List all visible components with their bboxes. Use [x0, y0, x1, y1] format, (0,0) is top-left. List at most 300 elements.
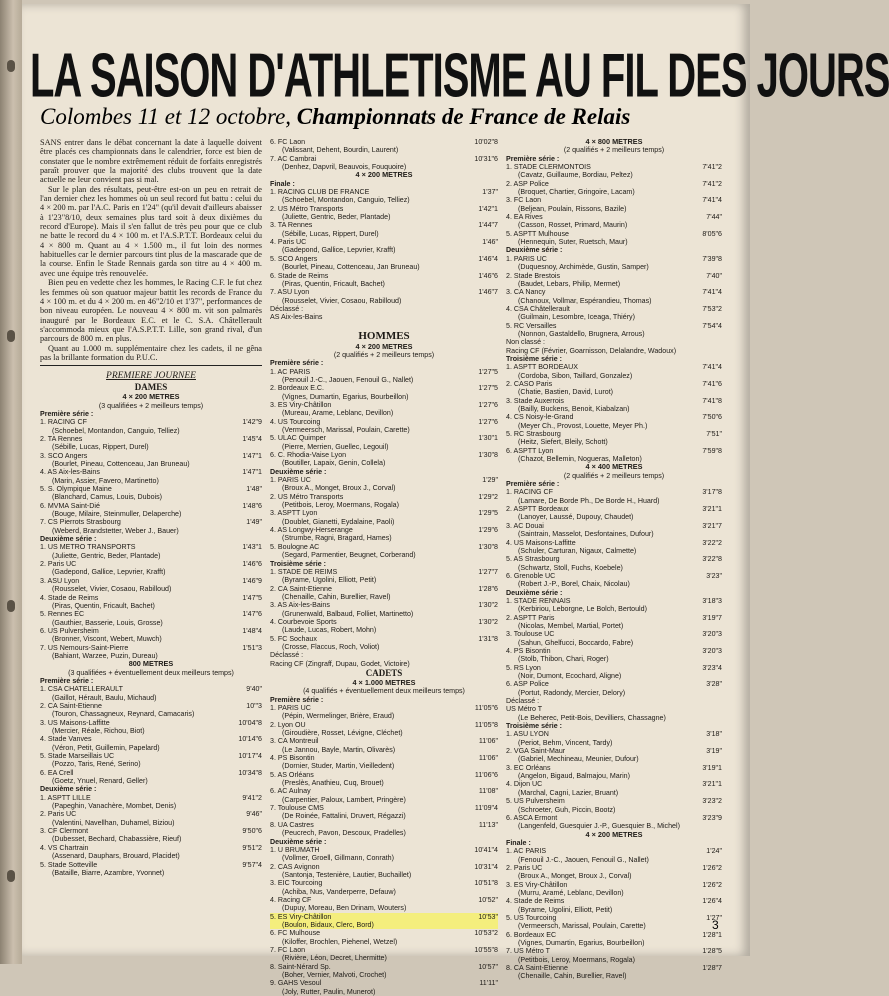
declassified-label: Déclassé : — [270, 651, 304, 660]
team-name: 2. TA Rennes — [40, 434, 83, 443]
result-row — [506, 380, 722, 388]
team-name: 5. SCO Angers — [270, 254, 318, 263]
team-name: 2. CASO Paris — [506, 379, 553, 388]
unclassified-label: Non classé : — [506, 338, 546, 347]
finale-heading: Finale : — [506, 838, 531, 847]
result-row — [506, 322, 722, 330]
team-members: (Sahun, Ghelfucci, Boccardo, Fabre) — [518, 638, 634, 647]
result-time: 9'51"2 — [242, 843, 262, 852]
team-members: (Duquesnoy, Archimède, Gustin, Samper) — [518, 263, 649, 272]
team-name: 6. US Pulversheim — [40, 626, 99, 635]
result-row — [40, 610, 262, 618]
result-time: 11'06" — [478, 754, 498, 763]
team-members: (Joly, Rutter, Paulin, Munerot) — [282, 987, 376, 996]
team-name: 2. ASP Police — [506, 179, 549, 188]
result-row — [506, 413, 722, 421]
team-name: 6. Bordeaux EC — [506, 930, 557, 939]
result-row — [270, 879, 498, 887]
result-time: 7'54"4 — [702, 321, 722, 330]
result-time: 7'50"6 — [702, 413, 722, 422]
result-row — [270, 771, 498, 779]
team-name: 7. ASU Lyon — [270, 288, 310, 297]
team-name: 3. ES Viry-Châtillon — [506, 880, 568, 889]
result-row — [270, 476, 498, 484]
result-time: 1'30"2 — [478, 617, 498, 626]
team-members: (Broux A., Monget, Broux J., Corval) — [518, 872, 632, 881]
result-time: 3'22"2 — [702, 538, 722, 547]
team-members: (Vermeersch, Marissal, Poulain, Carette) — [518, 922, 646, 931]
team-name: 3. Toulouse UC — [506, 630, 555, 639]
results-list — [270, 138, 498, 171]
intro-text — [40, 138, 262, 362]
team-name: 6. AC Aulnay — [270, 787, 311, 796]
result-row — [40, 827, 262, 835]
result-time: 11'06"6 — [474, 770, 498, 779]
team-name: 1. STADE CLERMONTOIS — [506, 163, 591, 172]
team-members: (De Roinée, Fattalini, Druvert, Régazzi) — [282, 812, 406, 821]
result-time: 10'53" — [478, 912, 498, 921]
team-name: 3. TA Rennes — [270, 221, 313, 230]
result-time: 3'23" — [706, 571, 722, 580]
result-time: 1'48" — [246, 485, 262, 494]
team-members: (Angelon, Bigaud, Balmajou, Marin) — [518, 772, 630, 781]
team-members: (Langenfeld, Guesquier J.-P., Guesquier B., Michel) — [518, 822, 680, 831]
result-time: 9'40" — [246, 685, 262, 694]
result-time: 10'55"8 — [474, 945, 498, 954]
result-row — [506, 255, 722, 263]
result-row — [270, 737, 498, 745]
team-members: (Denhez, Dapvril, Beauvois, Fouquoire) — [282, 163, 407, 172]
group-heading: CADETS — [365, 667, 403, 678]
result-row — [270, 238, 498, 246]
team-name: 6. Grenoble UC — [506, 571, 556, 580]
result-time: 3'21"1 — [702, 505, 722, 514]
result-time: 7'59"8 — [702, 446, 722, 455]
intro-paragraph: Quant au 1.000 m. supplémentaire chez les cadets, il ne gêna pas la brillante formation du P.U.C. — [40, 343, 262, 362]
result-row — [40, 560, 262, 568]
result-row — [270, 288, 498, 296]
team-members: (Carpentier, Paloux, Lambert, Pringère) — [282, 795, 406, 804]
team-members: (Juliette, Gentric, Beder, Plantade) — [52, 551, 161, 560]
result-time: 1'27"6 — [478, 400, 498, 409]
team-name: 1. ASPTT LILLE — [40, 793, 91, 802]
group-heading: DAMES — [134, 382, 168, 393]
result-row — [270, 601, 498, 609]
result-row — [40, 644, 262, 652]
result-time: 1'46"6 — [478, 271, 498, 280]
result-time: 1'24" — [706, 847, 722, 856]
result-time: 7'41"2 — [702, 163, 722, 172]
team-members: (Casson, Rosset, Primard, Maurin) — [518, 221, 628, 230]
result-time: 11'08" — [478, 787, 498, 796]
team-name: 5. Boulogne AC — [270, 542, 320, 551]
subtitle-event: Championnats de France de Relais — [296, 104, 631, 129]
team-name: 2. US Métro Transports — [270, 204, 344, 213]
declassified-label: Déclassé : — [270, 304, 304, 313]
team-members: (Grunenwald, Balbaud, Folliet, Martinetto) — [282, 609, 414, 618]
result-row — [506, 680, 722, 688]
team-name: 2. Paris UC — [40, 810, 77, 819]
binding-hole — [7, 60, 15, 72]
result-row — [270, 155, 498, 163]
team-members: (Segard, Parmentier, Beugnet, Corberand) — [282, 551, 416, 560]
column-2 — [270, 138, 498, 996]
team-name: 4. AS Longwy-Herserange — [270, 526, 353, 535]
result-time: 1'28"7 — [702, 964, 722, 973]
team-members: (Noir, Dumont, Ecochard, Aligne) — [518, 672, 622, 680]
result-time: 7'39"8 — [702, 254, 722, 263]
result-time: 10'14"6 — [238, 735, 262, 744]
intro-paragraph: SANS entrer dans le débat concernant la date à laquelle doivent être placés ces championnats dans le calendrier, force est bien de constater que le nombre extrêmement réduit de forfaits enregistrés paraît prouver que la majorité des clubs trouvent que la date actuelle ne leur convient pas si mal. — [40, 138, 262, 185]
day-heading: PREMIERE JOURNEE — [106, 371, 196, 382]
team-name: 4. AS Aix-les-Bains — [40, 468, 100, 477]
result-time: 1'29"6 — [478, 526, 498, 535]
result-row — [40, 794, 262, 802]
team-members: (Marin, Assier, Favero, Martinetto) — [52, 476, 159, 485]
result-row — [506, 163, 722, 171]
result-row — [270, 188, 498, 196]
result-row — [270, 401, 498, 409]
team-name: 1. CSA CHATELLERAULT — [40, 685, 123, 694]
team-name: 8. CA Saint-Etienne — [506, 964, 568, 973]
team-members: (Chanoux, Vollmar, Espérandieu, Thomas) — [518, 296, 652, 305]
result-row — [506, 430, 722, 438]
result-row — [270, 255, 498, 263]
result-row — [506, 814, 722, 822]
result-time: 7'41"8 — [702, 396, 722, 405]
result-row — [270, 635, 498, 643]
series-heading: Deuxième série : — [270, 837, 327, 846]
team-members: (Schwartz, Stoll, Fuchs, Koebele) — [518, 563, 623, 572]
result-row — [40, 844, 262, 852]
result-time: 9'41"2 — [242, 793, 262, 802]
page-number: 3 — [712, 918, 719, 932]
result-row — [506, 213, 722, 221]
team-members: (Vermeersch, Marissal, Poulain, Carette) — [282, 426, 410, 434]
result-time: 3'19"1 — [702, 763, 722, 772]
result-row — [270, 384, 498, 392]
team-name: 7. US Nemours-Saint-Pierre — [40, 643, 129, 652]
team-members: (Doublet, Gianetti, Eydalaine, Paoli) — [282, 517, 395, 526]
team-name: 3. FC Laon — [506, 196, 542, 205]
result-row — [270, 704, 498, 712]
result-row — [270, 979, 498, 987]
result-row — [40, 452, 262, 460]
result-time: 1'31"8 — [478, 634, 498, 643]
result-row — [270, 509, 498, 517]
result-row — [506, 947, 722, 955]
team-name: 2. CAS Avignon — [270, 862, 320, 871]
result-time: 10'51"8 — [474, 879, 498, 888]
qualification-note: (2 qualifiés + 2 meilleurs temps) — [563, 471, 665, 480]
result-time: 1'26"2 — [702, 863, 722, 872]
result-row — [506, 914, 722, 922]
team-members: (Petitbois, Leroy, Moermans, Rogala) — [282, 501, 399, 510]
results-list — [40, 543, 262, 660]
result-time: 9'50"6 — [242, 827, 262, 836]
subtitle-place: Colombes 11 et 12 octobre, — [40, 104, 292, 129]
results-list — [506, 847, 722, 981]
result-row — [506, 764, 722, 772]
results-list — [270, 188, 498, 305]
result-row — [40, 577, 262, 585]
team-members: (Touron, Chassagneux, Reynard, Camacaris) — [52, 710, 195, 719]
team-members: (Juliette, Gentric, Beder, Plantade) — [282, 213, 391, 222]
result-time: 1'46" — [482, 238, 498, 247]
team-members: (Vollmer, Groell, Gillmann, Conrath) — [282, 854, 394, 863]
team-name: 7. CS Pierrots Strasbourg — [40, 518, 121, 527]
team-name: 1. PARIS UC — [506, 254, 547, 263]
result-time: 3'28" — [706, 680, 722, 689]
event-heading: 4 × 200 METRES — [355, 170, 413, 180]
team-members: (Marchal, Cagni, Lazier, Bruant) — [518, 788, 619, 797]
results-list — [506, 597, 722, 697]
finale-heading: Finale : — [270, 179, 295, 188]
result-row — [270, 138, 498, 146]
result-time: 3'20"3 — [702, 630, 722, 639]
result-time: 1'28"6 — [478, 584, 498, 593]
team-name: 1. RACING CLUB DE FRANCE — [270, 188, 370, 197]
result-time: 1'45"4 — [242, 434, 262, 443]
team-name: 2. Paris UC — [506, 863, 543, 872]
result-row — [506, 288, 722, 296]
declassified-team: Racing CF (Zingraff, Dupau, Godet, Victoire) — [270, 659, 410, 668]
result-time: 9'46" — [246, 810, 262, 819]
team-members: (Le Jannou, Bayle, Martin, Olivarès) — [282, 745, 396, 754]
result-row — [270, 929, 498, 937]
series-heading: Première série : — [270, 359, 324, 368]
results-list — [270, 846, 498, 996]
team-members: (Schroeter, Guh, Piccin, Bootz) — [518, 805, 616, 814]
result-row — [270, 804, 498, 812]
intro-paragraph: Sur le plan des résultats, peut-être est-on un peu en retrait de l'an dernier chez les hommes où un seul record fut battu : celui du 4 × 200 m. par l'A.C. Paris en 1'24" (qu'il devait d'ailleurs abaisser à 1'23"8/10, deux semaines plus tard soit à deux dixièmes du record d'Europe). Mais il s'en fallut de très peu pour que ce club ne batte le record du 4 × 100 m. et l'A.S.P.T.T. Bordeaux celui du 4 × 800 m. Quant au 4 × 1.500 m., il fut loin des normes habituelles car le dernier parcours tint plus de la mascarade que de la course. Enfin le Stade Rennais garda son titre au 4 × 400 m. avec une équipe très renouvelée. — [40, 184, 262, 278]
result-time: 1'26"2 — [702, 880, 722, 889]
team-members: (Stolb, Thibon, Chari, Roger) — [518, 655, 609, 664]
team-members: (Chenaille, Cahin, Burellier, Ravel) — [518, 972, 627, 981]
team-members: (Robert J.-P., Borel, Chaix, Nicolau) — [518, 580, 630, 589]
result-time: 1'27"6 — [478, 417, 498, 426]
team-members: (Valissant, Dehent, Bourdin, Laurent) — [282, 146, 399, 155]
result-time: 1'28"1 — [702, 930, 722, 939]
team-name: 4. EA Rives — [506, 213, 543, 222]
team-name: 4. US Tourcoing — [270, 417, 321, 426]
result-row — [506, 847, 722, 855]
result-row — [506, 614, 722, 622]
team-name: 4. US Maisons-Laffitte — [506, 538, 576, 547]
series-heading: Deuxième série : — [506, 246, 563, 255]
team-name: 4. PS Bisontin — [270, 754, 315, 763]
team-members: (Bouge, Milaire, Steinmuller, Delaperche) — [52, 510, 182, 519]
unclassified-team: Racing CF (Février, Goarnisson, Delalandre, Wadoux) — [506, 346, 677, 355]
intro-paragraph: Bien peu en vedette chez les hommes, le Racing C.F. le fut chez les femmes où son quatuor majeur battit les records de France du 4 × 100 m. et du 4 × 200 m. en 46"2/10 et 1'37", performances de bon niveau européen. Le nouveau 4 × 800 m. vit son palmarès inauguré par le Bordeaux E.C. et le C. S.A. Châtellerault s'accommoda mieux que l'A.S.P.T.T. Lille, son grand rival, d'un parcours de 800 m. en plus. — [40, 278, 262, 344]
result-time: 3'18" — [706, 730, 722, 739]
result-row — [506, 447, 722, 455]
team-name: 1. PARIS UC — [270, 476, 311, 485]
result-row — [40, 435, 262, 443]
team-name: 5. ULAC Quimper — [270, 434, 326, 443]
result-row — [506, 363, 722, 371]
result-row — [40, 543, 262, 551]
result-time: 7'41"4 — [702, 363, 722, 372]
result-time: 10'53"2 — [474, 929, 498, 938]
series-heading: Première série : — [506, 154, 560, 163]
page-title: LA SAISON D'ATHLETISME AU FIL DES JOURS — [30, 42, 889, 111]
result-time: 1'48"6 — [242, 501, 262, 510]
team-name: 4. Paris UC — [270, 238, 307, 247]
result-row — [270, 543, 498, 551]
team-members: (Dupuy, Moreau, Ben Drinam, Wouters) — [282, 904, 407, 913]
result-row — [40, 810, 262, 818]
series-heading: Deuxième série : — [40, 535, 97, 544]
team-name: 4. CS Noisy-le-Grand — [506, 413, 574, 422]
result-row — [506, 647, 722, 655]
result-row — [270, 963, 498, 971]
team-name: 3. AC Douai — [506, 521, 544, 530]
team-name: 5. AS Strasbourg — [506, 555, 560, 564]
result-time: 3'21"1 — [702, 780, 722, 789]
column-3 — [506, 138, 722, 981]
result-time: 11'05"8 — [474, 720, 498, 729]
result-row — [506, 747, 722, 755]
team-members: (Kiloffer, Brochlen, Piehenel, Wetzel) — [282, 937, 398, 946]
team-name: 2. Stade Brestois — [506, 271, 561, 280]
result-time: 11'06" — [478, 737, 498, 746]
team-name: 8. Saint-Nérard Sp. — [270, 962, 331, 971]
result-row — [506, 964, 722, 972]
binding-hole — [7, 870, 15, 882]
team-members: (Schoebel, Montandon, Canguio, Telliez) — [52, 426, 180, 435]
team-members: (Rousselet, Vivier, Cosaou, Rabilloud) — [52, 585, 172, 594]
team-name: 3. CA Montreuil — [270, 737, 319, 746]
result-time: 1'47"6 — [242, 610, 262, 619]
result-row — [506, 397, 722, 405]
declassified-team: AS Aix-les-Bains — [270, 313, 323, 322]
result-row — [506, 539, 722, 547]
result-time: 11'13" — [478, 820, 498, 829]
result-time: 7'41"4 — [702, 288, 722, 297]
result-row — [40, 627, 262, 635]
team-name: 3. CA Nancy — [506, 288, 546, 297]
team-name: 2. CA Saint-Etienne — [270, 584, 332, 593]
group-heading: HOMMES — [358, 329, 410, 342]
team-members: (Rousselet, Vivier, Cosaou, Rabilloud) — [282, 296, 402, 305]
team-name: 3. Stade Auxerrois — [506, 396, 564, 405]
team-name: 4. CSA Châtellerault — [506, 304, 570, 313]
qualification-note: (4 qualifiés + éventuellement deux meilleurs temps) — [303, 687, 465, 696]
team-members: (Rivière, Léon, Decret, Lhermitte) — [282, 954, 387, 963]
team-name: 4. Stade de Reims — [40, 593, 99, 602]
team-members: (Gaillot, Hérault, Baulu, Michaud) — [52, 693, 157, 702]
team-name: 3. US Maisons-Laffitte — [40, 718, 110, 727]
result-time: 1'48"4 — [242, 626, 262, 635]
team-name: 1. AC PARIS — [506, 847, 547, 856]
results-list — [40, 794, 262, 877]
event-heading: 4 × 200 METRES — [585, 829, 643, 839]
team-name: 2. CA Saint-Etienne — [40, 701, 102, 710]
result-row — [506, 730, 722, 738]
page-subtitle — [40, 104, 720, 130]
team-name: 6. ASP Police — [506, 680, 549, 689]
result-row — [270, 526, 498, 534]
result-time: 1'29" — [482, 476, 498, 485]
result-time: 1'46"7 — [478, 288, 498, 297]
result-row — [270, 418, 498, 426]
qualification-note: (2 qualifiés + 2 meilleurs temps) — [563, 146, 665, 155]
result-row — [270, 721, 498, 729]
result-row — [270, 618, 498, 626]
team-members: (Pozzo, Taris, René, Serino) — [52, 760, 141, 769]
result-row — [270, 913, 498, 921]
result-row — [40, 719, 262, 727]
team-name: 5. US Pulversheim — [506, 797, 565, 806]
result-time: 1'42"9 — [242, 418, 262, 427]
result-row — [40, 468, 262, 476]
result-time: 1'46"9 — [242, 576, 262, 585]
team-members: (Boulon, Bidaux, Clerc, Bord) — [270, 921, 498, 929]
team-members: (Byrame, Ugolini, Elliott, Petit) — [518, 905, 613, 914]
team-members: (Gadepond, Gallice, Lepvrier, Krafft) — [52, 568, 166, 577]
team-members: (Sébille, Lucas, Rippert, Durel) — [282, 229, 379, 238]
event-heading: 4 × 200 METRES — [122, 392, 180, 402]
result-time: 3'19"7 — [702, 613, 722, 622]
team-members: (Broux A., Monget, Broux J., Corval) — [282, 484, 396, 493]
team-members: (Boutiller, Lapaix, Genin, Collela) — [282, 459, 386, 468]
team-name: 4. Stade de Reims — [506, 897, 565, 906]
team-name: 2. Lyon OU — [270, 720, 306, 729]
result-row — [506, 864, 722, 872]
team-members: (Guilmain, Lesombre, Iceaga, Thiéry) — [518, 313, 635, 322]
result-row — [506, 780, 722, 788]
result-row — [270, 585, 498, 593]
team-name: 1. RACING CF — [506, 488, 553, 497]
team-members: (Laude, Lucas, Robert, Mohn) — [282, 626, 377, 635]
result-time: 10'02"8 — [474, 138, 498, 146]
team-name: 5. RS Lyon — [506, 663, 541, 672]
result-time: 1'27" — [706, 913, 722, 922]
team-members: (Chenaille, Cahin, Burellier, Ravel) — [282, 592, 391, 601]
team-members: (Gabriel, Mechineau, Meunier, Dufour) — [518, 755, 639, 764]
team-members: (Piras, Quentin, Fricault, Bachet) — [282, 279, 385, 288]
result-time: 7'41"6 — [702, 379, 722, 388]
result-row — [506, 664, 722, 672]
team-name: 3. ASU Lyon — [40, 576, 80, 585]
team-name: 5. AS Orléans — [270, 770, 314, 779]
result-row — [506, 897, 722, 905]
result-row — [506, 797, 722, 805]
results-list — [506, 163, 722, 246]
result-row — [40, 769, 262, 777]
result-row — [506, 931, 722, 939]
declassified-label: Déclassé : — [506, 697, 540, 706]
result-time: 10'52" — [478, 895, 498, 904]
team-name: 1. ASU LYON — [506, 730, 549, 739]
event-heading: 800 METRES — [128, 659, 174, 669]
team-members: (Heitz, Siefert, Bleily, Schott) — [518, 438, 608, 447]
series-heading: Première série : — [40, 409, 94, 418]
event-heading: 4 × 400 METRES — [585, 462, 643, 472]
team-name: 6. ASCA Ermont — [506, 813, 558, 822]
result-time: 3'22"8 — [702, 555, 722, 564]
team-name: 4. Courbevoie Sports — [270, 617, 337, 626]
team-name: 1. PARIS UC — [270, 704, 311, 712]
result-row — [270, 863, 498, 871]
result-row — [506, 572, 722, 580]
team-members: (Pierre, Merrien, Guellec, Legouil) — [282, 442, 389, 451]
team-members: (Papeghin, Vanachère, Mombet, Denis) — [52, 802, 177, 811]
result-time: 1'27"5 — [478, 367, 498, 376]
result-time: 1'30"2 — [478, 601, 498, 610]
team-members: (Kerbiriou, Leborgne, Le Bolch, Bertould) — [518, 605, 647, 614]
